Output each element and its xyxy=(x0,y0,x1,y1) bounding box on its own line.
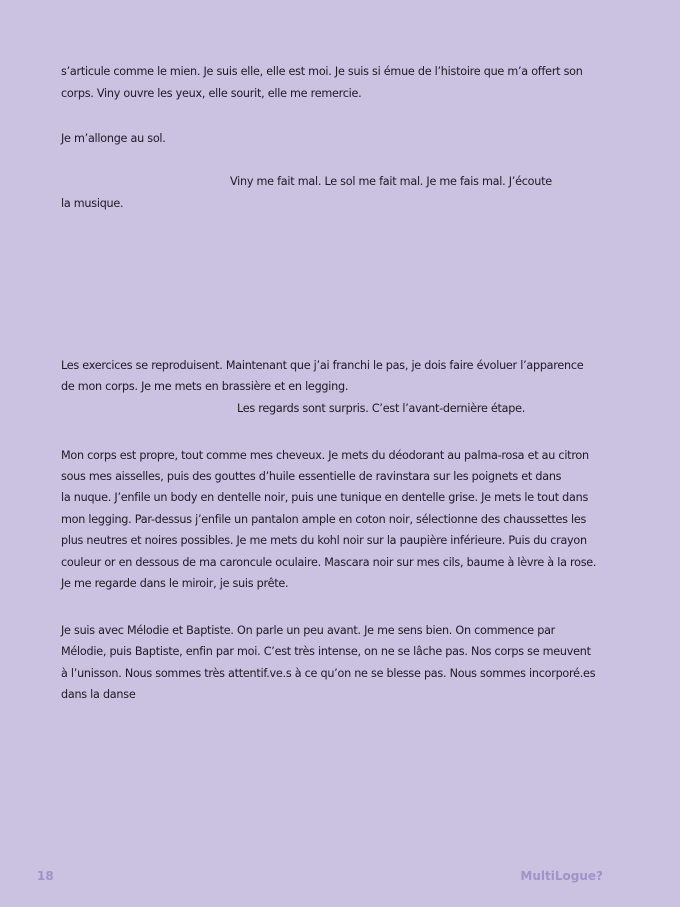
paragraph-5-line-3: la nuque. J’enfile un body en dentelle noir, puis une tunique en dentelle grise. Je mets le tout dans xyxy=(61,491,589,504)
paragraph-5-line-1: Mon corps est propre, tout comme mes cheveux. Je mets du déodorant au palma-rosa et au citron xyxy=(61,449,589,462)
paragraph-4-line-1: Les exercices se reproduisent. Maintenant que j’ai franchi le pas, je dois faire évoluer l’apparence xyxy=(61,359,584,372)
paragraph-3-line-1: Viny me fait mal. Le sol me fait mal. Je me fais mal. J’écoute xyxy=(230,175,552,188)
paragraph-4-line-3: Les regards sont surpris. C’est l’avant-dernière étape. xyxy=(237,402,526,415)
paragraph-5-line-4: mon legging. Par-dessus j’enfile un pantalon ample en coton noir, sélectionne des chaussettes les xyxy=(61,513,587,526)
paragraph-6-line-4: dans la danse xyxy=(61,688,136,701)
paragraph-5-line-6: couleur or en dessous de ma caroncule oculaire. Mascara noir sur mes cils, baume à lèvre à la rose. xyxy=(61,556,597,569)
paragraph-1-line-1: s’articule comme le mien. Je suis elle, elle est moi. Je suis si émue de l’histoire que m’a offert son xyxy=(61,65,583,78)
paragraph-1-line-2: corps. Viny ouvre les yeux, elle sourit, elle me remercie. xyxy=(61,87,362,100)
paragraph-3-line-2: la musique. xyxy=(61,197,124,210)
paragraph-6-line-2: Mélodie, puis Baptiste, enfin par moi. C’est très intense, on ne se lâche pas. Nos corps se meuvent xyxy=(61,645,591,658)
publication-title: MultiLogue? xyxy=(520,869,603,883)
paragraph-5-line-5: plus neutres et noires possibles. Je me mets du kohl noir sur la paupière inférieure. Puis du crayon xyxy=(61,534,587,547)
paragraph-5-line-2: sous mes aisselles, puis des gouttes d’huile essentielle de ravinstara sur les poignets et dans xyxy=(61,470,562,483)
paragraph-2-line-1: Je m’allonge au sol. xyxy=(61,132,166,145)
paragraph-6-line-3: à l’unisson. Nous sommes très attentif.ve.s à ce qu’on ne se blesse pas. Nous sommes incorporé.es xyxy=(61,667,596,680)
page-number: 18 xyxy=(37,869,54,883)
paragraph-4-line-2: de mon corps. Je me mets en brassière et en legging. xyxy=(61,380,349,393)
paragraph-6-line-1: Je suis avec Mélodie et Baptiste. On parle un peu avant. Je me sens bien. On commence par xyxy=(61,624,556,637)
paragraph-5-line-7: Je me regarde dans le miroir, je suis prête. xyxy=(61,577,289,590)
